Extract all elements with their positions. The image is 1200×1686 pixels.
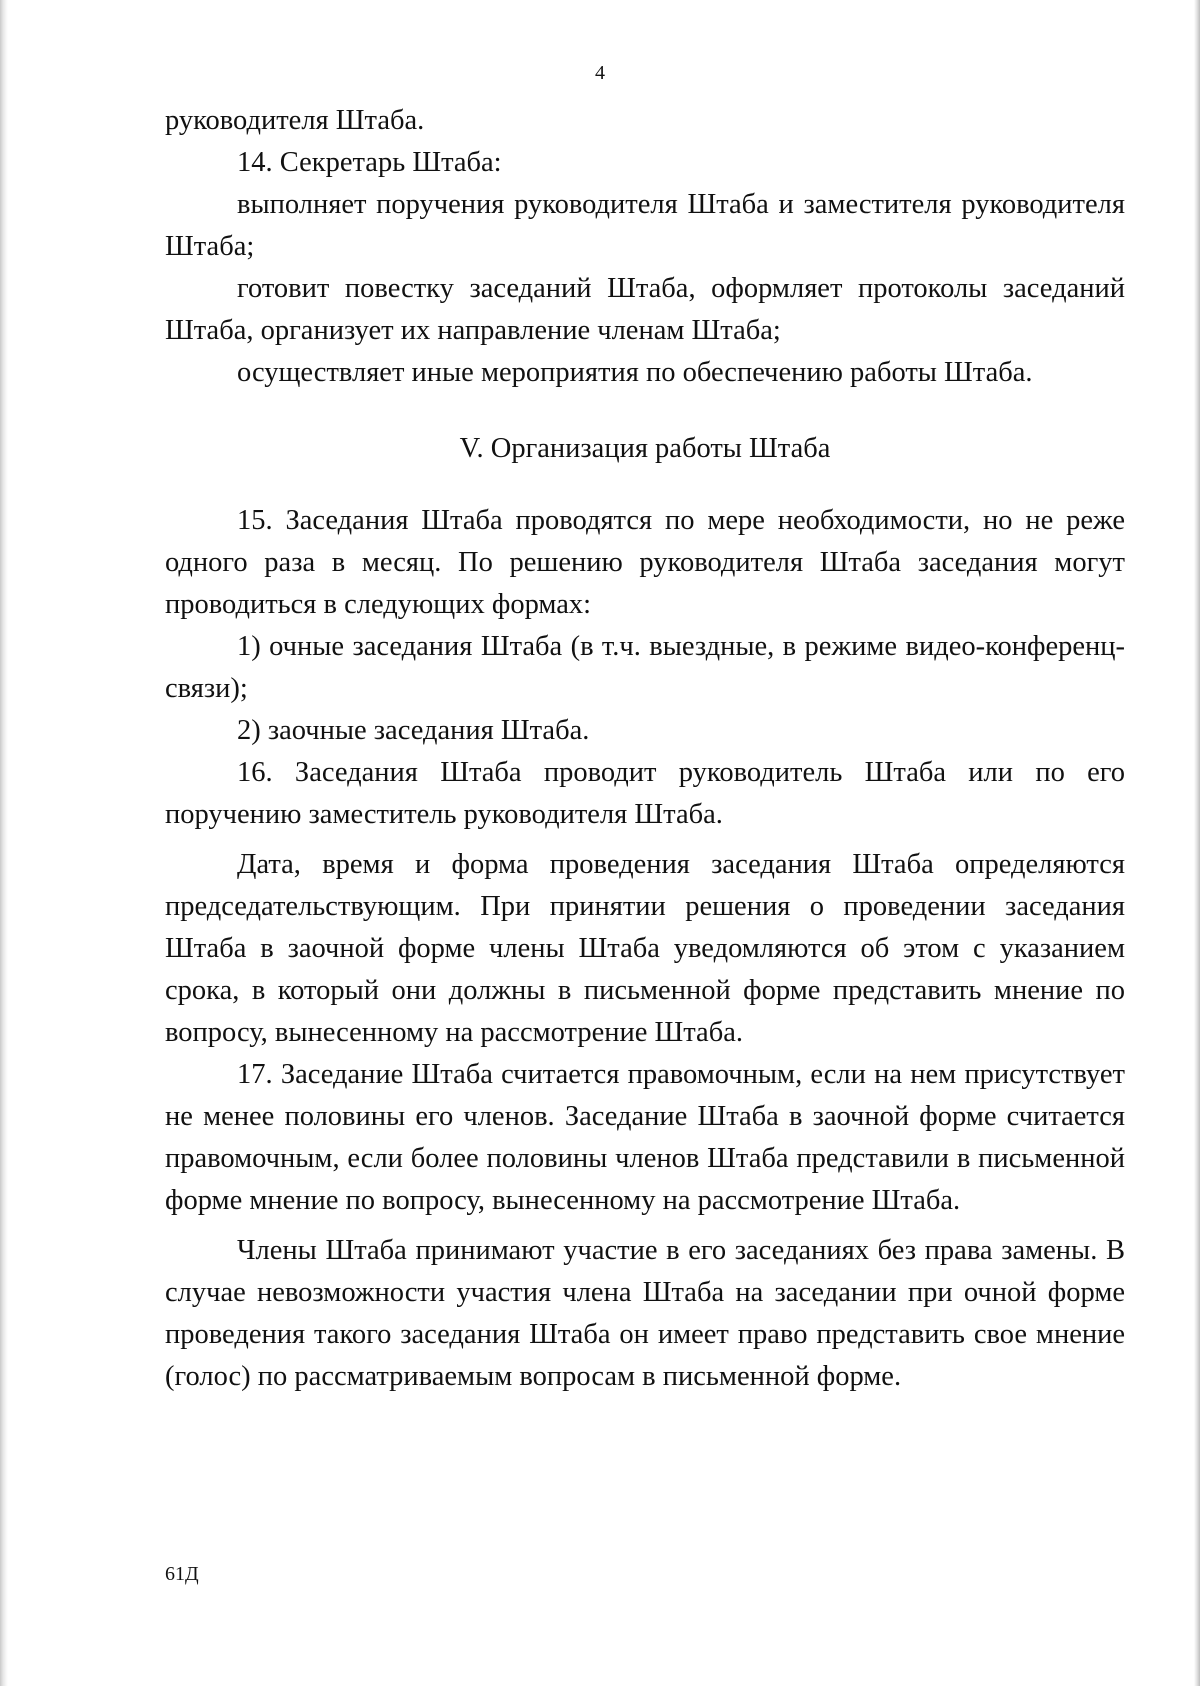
paragraph-item-14: 14. Секретарь Штаба: bbox=[237, 147, 502, 178]
section-heading: V. Организация работы Штаба bbox=[459, 433, 831, 464]
page-number: 4 bbox=[595, 62, 605, 84]
paragraph-item-16: 16. Заседания Штаба проводит руководитель Штаба или по его поручению заместитель руководителя Штаба. bbox=[165, 757, 1125, 830]
scan-edge-right bbox=[1194, 0, 1200, 1686]
paragraph-members: Члены Штаба принимают участие в его заседаниях без права замены. В случае невозможности участия члена Штаба на заседании при очной форме проведения такого заседания Штаба он имеет право представить свое мнение (голос) по рассматриваемым вопросам в письменной форме. bbox=[165, 1235, 1125, 1392]
paragraph-secretary-duty-3: осуществляет иные мероприятия по обеспечению работы Штаба. bbox=[237, 357, 1033, 388]
paragraph-item-15: 15. Заседания Штаба проводятся по мере необходимости, но не реже одного раза в месяц. По решению руководителя Штаба заседания могут проводиться в следующих формах: bbox=[165, 505, 1125, 620]
paragraph-continuation: руководителя Штаба. bbox=[165, 105, 425, 136]
paragraph-date-time: Дата, время и форма проведения заседания Штаба определяются председательствующим. При принятии решения о проведении заседания Штаба в заочной форме члены Штаба уведомляются об этом с указанием срока, в который они должны в письменной форме представить мнение по вопросу, вынесенному на рассмотрение Штаба. bbox=[165, 849, 1125, 1048]
paragraph-secretary-duty-2: готовит повестку заседаний Штаба, оформляет протоколы заседаний Штаба, организует их направление членам Штаба; bbox=[165, 273, 1125, 346]
footer-code: 61Д bbox=[165, 1563, 199, 1585]
paragraph-form-2: 2) заочные заседания Штаба. bbox=[237, 715, 590, 746]
document-body bbox=[165, 100, 1125, 1398]
paragraph-item-17: 17. Заседание Штаба считается правомочным, если на нем присутствует не менее половины его членов. Заседание Штаба в заочной форме считается правомочным, если более половины членов Штаба представили в письменной форме мнение по вопросу, вынесенному на рассмотрение Штаба. bbox=[165, 1059, 1125, 1216]
paragraph-form-1: 1) очные заседания Штаба (в т.ч. выездные, в режиме видео-конференц-связи); bbox=[165, 631, 1125, 704]
paragraph-secretary-duty-1: выполняет поручения руководителя Штаба и заместителя руководителя Штаба; bbox=[165, 189, 1125, 262]
scan-edge-left bbox=[0, 0, 8, 1686]
